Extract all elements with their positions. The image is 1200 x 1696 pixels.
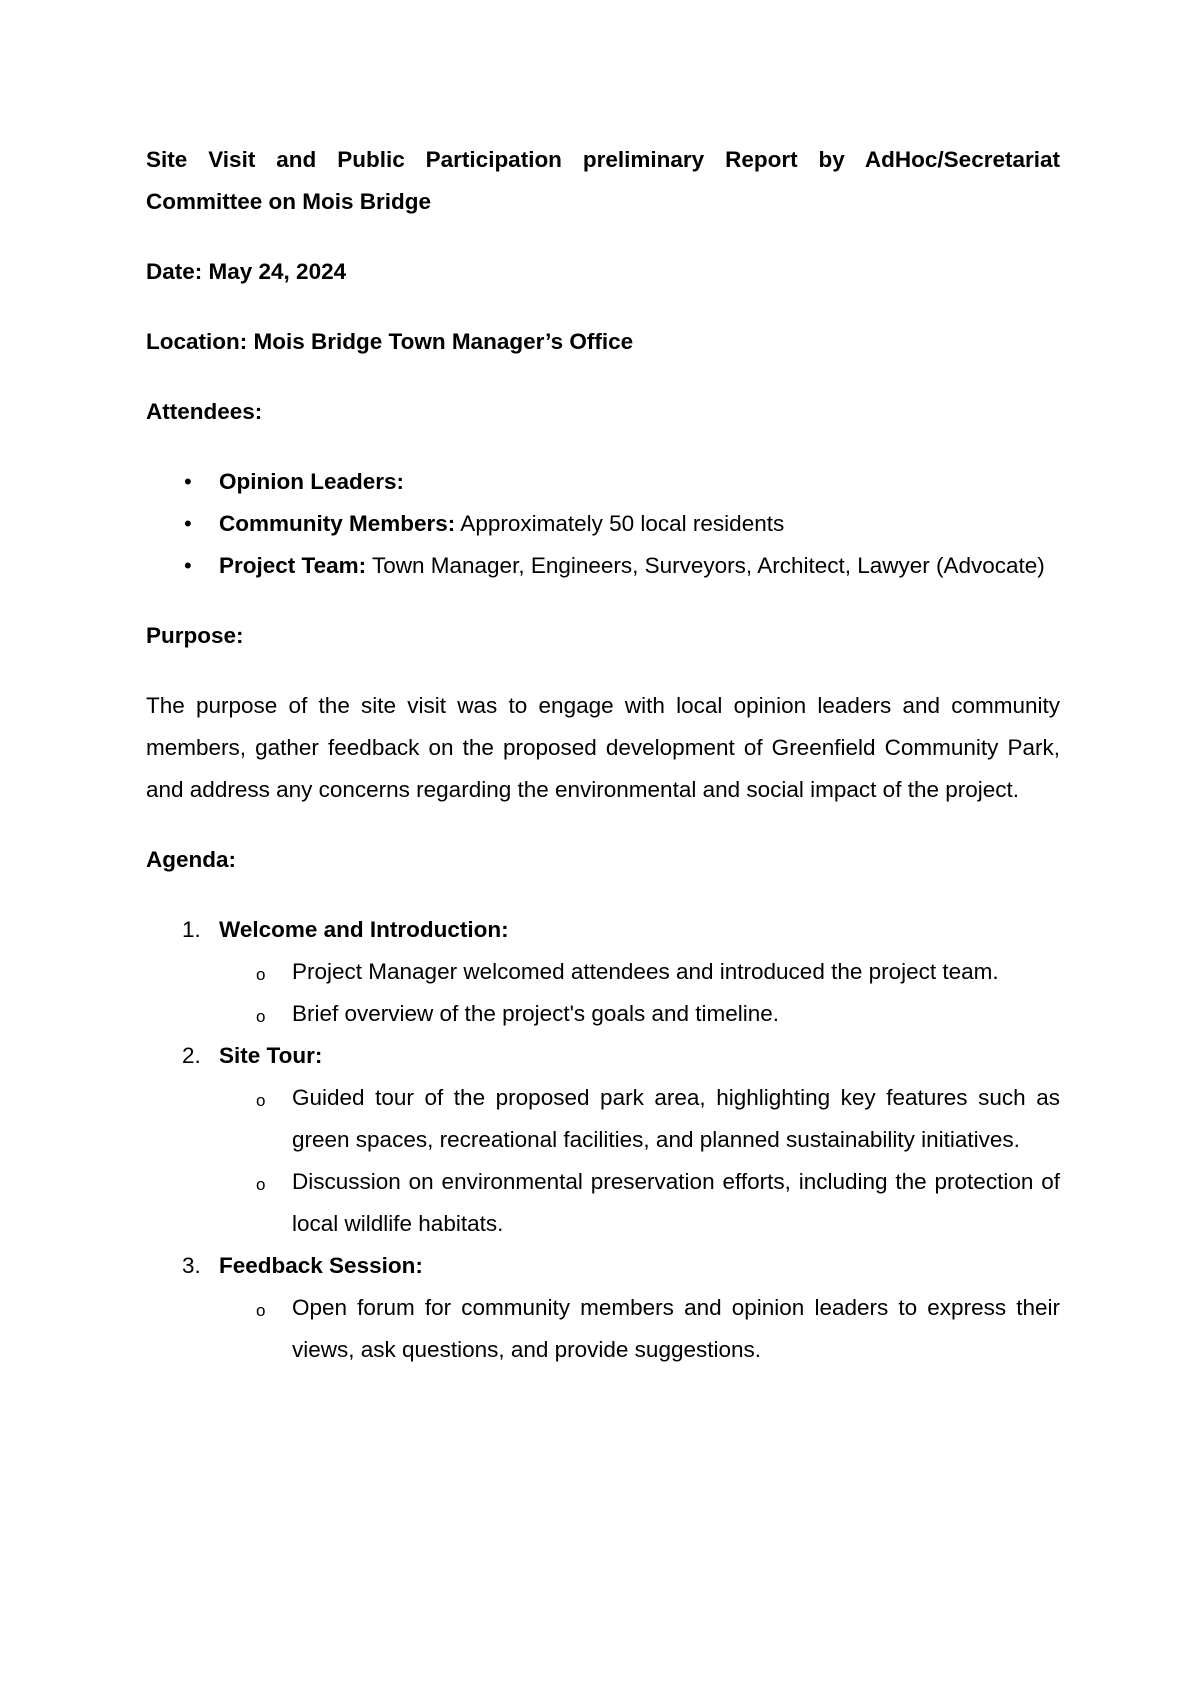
agenda-item-title: Site Tour: (219, 1043, 323, 1068)
agenda-subitem (219, 1161, 1060, 1245)
attendees-list (146, 461, 1060, 587)
agenda-item (146, 909, 1060, 1035)
report-location: Location: Mois Bridge Town Manager’s Office (146, 329, 634, 354)
attendees-heading: Attendees: (146, 399, 263, 424)
attendee-item (146, 461, 1060, 503)
agenda-subitem-text: Discussion on environmental preservation efforts, including the protection of local wildlife habitats. (292, 1169, 1060, 1236)
attendee-label: Opinion Leaders: (219, 469, 405, 494)
sub-bullet-marker: o (256, 1091, 266, 1110)
sub-bullet-marker: o (256, 965, 266, 984)
document-page (146, 139, 1060, 1371)
sub-bullet-marker: o (256, 1007, 266, 1026)
agenda-list (146, 909, 1060, 1371)
agenda-heading: Agenda: (146, 847, 236, 872)
bullet-marker: • (184, 469, 192, 494)
attendee-text: Approximately 50 local residents (455, 511, 785, 536)
agenda-subitem-text: Brief overview of the project's goals and timeline. (292, 1001, 780, 1026)
agenda-subitem (219, 993, 1060, 1035)
purpose-text: The purpose of the site visit was to engage with local opinion leaders and community members, gather feedback on the proposed development of Greenfield Community Park, and address any concerns regarding the environmental and social impact of the project. (146, 693, 1060, 802)
bullet-marker: • (184, 553, 192, 578)
agenda-item-title: Feedback Session: (219, 1253, 423, 1278)
agenda-subitem-text: Guided tour of the proposed park area, highlighting key features such as green spaces, recreational facilities, and planned sustainability initiatives. (292, 1085, 1060, 1152)
bullet-marker: • (184, 511, 192, 536)
agenda-subitem-text: Open forum for community members and opinion leaders to express their views, ask questions, and provide suggestions. (292, 1295, 1060, 1362)
agenda-sublist (219, 951, 1060, 1035)
agenda-subitem (219, 951, 1060, 993)
sub-bullet-marker: o (256, 1175, 266, 1194)
agenda-item (146, 1245, 1060, 1371)
report-date: Date: May 24, 2024 (146, 259, 347, 284)
agenda-subitem-text: Project Manager welcomed attendees and introduced the project team. (292, 959, 999, 984)
sub-bullet-marker: o (256, 1301, 266, 1320)
attendee-item (146, 503, 1060, 545)
agenda-sublist (219, 1077, 1060, 1245)
attendee-item (146, 545, 1060, 587)
report-title: Site Visit and Public Participation preliminary Report by AdHoc/Secretariat Committee on Mois Bridge (146, 147, 1060, 214)
agenda-subitem (219, 1077, 1060, 1161)
agenda-subitem (219, 1287, 1060, 1371)
attendee-text: Town Manager, Engineers, Surveyors, Architect, Lawyer (Advocate) (366, 553, 1045, 578)
purpose-heading: Purpose: (146, 623, 244, 648)
agenda-item-title: Welcome and Introduction: (219, 917, 509, 942)
attendee-label: Project Team: (219, 553, 367, 578)
agenda-number: 1. (182, 917, 201, 942)
attendee-label: Community Members: (219, 511, 456, 536)
agenda-number: 2. (182, 1043, 201, 1068)
agenda-sublist (219, 1287, 1060, 1371)
agenda-number: 3. (182, 1253, 201, 1278)
agenda-item (146, 1035, 1060, 1245)
